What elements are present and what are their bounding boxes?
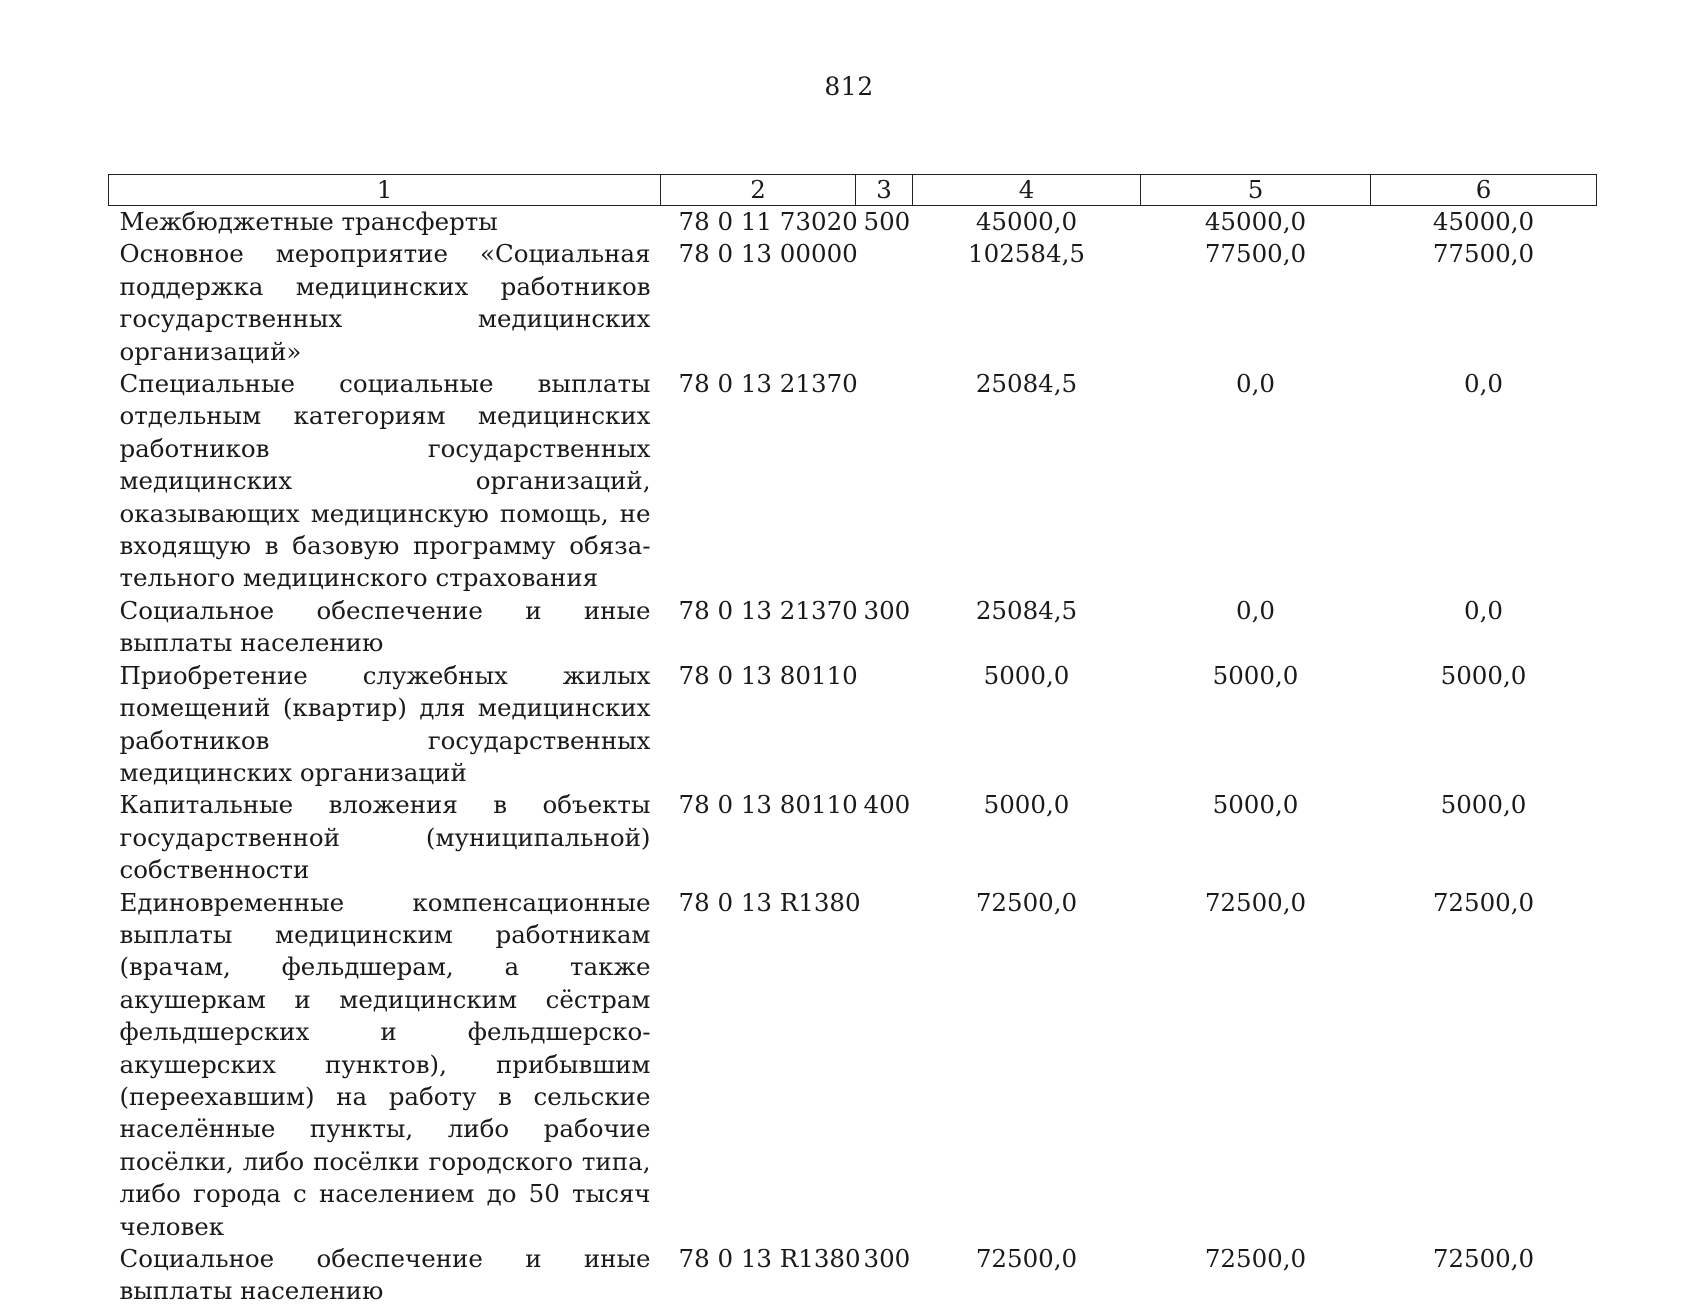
row-target-code: 78 0 13 80110 bbox=[678, 660, 858, 690]
row-value-col6: 0,0 bbox=[1464, 369, 1503, 399]
row-name: Приобретение служебных жилых помещений (квартир) для медицинских работников государственных медицинских организаций bbox=[119, 660, 651, 787]
table-row bbox=[109, 238, 1597, 368]
row-name: Межбюджетные трансферты bbox=[119, 207, 498, 236]
header-col-2: 2 bbox=[661, 175, 856, 206]
row-name: Капитальные вложения в объекты государственной (муниципальной) собственности bbox=[119, 790, 651, 885]
table-header bbox=[109, 175, 1597, 206]
row-target-code: 78 0 13 21370 bbox=[678, 369, 858, 399]
page-number: 812 bbox=[824, 72, 874, 101]
row-expense-type: 400 bbox=[863, 790, 911, 820]
row-value-col5: 5000,0 bbox=[1212, 790, 1299, 820]
row-value-col6: 5000,0 bbox=[1440, 660, 1527, 690]
row-value-col6: 72500,0 bbox=[1432, 887, 1535, 917]
table-row bbox=[109, 660, 1597, 790]
row-value-col4: 72500,0 bbox=[975, 887, 1078, 917]
header-col-6: 6 bbox=[1371, 175, 1597, 206]
row-value-col4: 102584,5 bbox=[968, 239, 1085, 269]
row-value-col4: 45000,0 bbox=[975, 207, 1078, 236]
row-value-col4: 25084,5 bbox=[975, 369, 1078, 399]
table-row bbox=[109, 789, 1597, 886]
header-col-5: 5 bbox=[1141, 175, 1371, 206]
row-expense-type: 300 bbox=[863, 595, 911, 625]
row-name: Основное мероприятие «Социальная поддержка медицинских работников государственных медицинских организаций» bbox=[119, 239, 651, 366]
row-value-col4: 25084,5 bbox=[975, 595, 1078, 625]
row-value-col5: 0,0 bbox=[1236, 595, 1275, 625]
table-row bbox=[109, 887, 1597, 1243]
header-col-1: 1 bbox=[109, 175, 661, 206]
table-row bbox=[109, 1243, 1597, 1308]
row-target-code: 78 0 11 73020 bbox=[678, 207, 858, 236]
row-target-code: 78 0 13 R1380 bbox=[678, 1244, 861, 1273]
row-expense-type bbox=[856, 660, 913, 790]
table-row bbox=[109, 206, 1597, 239]
row-value-col5: 72500,0 bbox=[1204, 1244, 1307, 1273]
row-value-col5: 0,0 bbox=[1236, 369, 1275, 399]
row-name: Социальное обеспечение и иные выплаты населению bbox=[119, 595, 651, 658]
row-expense-type bbox=[856, 368, 913, 595]
row-name: Специальные социальные выплаты отдельным категориям медицинских работников государственных медицинских организаций, оказывающих медицинскую помощь, не входящую в базовую программу обязательного медицинского страхования bbox=[119, 369, 651, 593]
row-target-code: 78 0 13 R1380 bbox=[678, 887, 861, 917]
table-body bbox=[109, 206, 1597, 1308]
row-value-col4: 72500,0 bbox=[975, 1244, 1078, 1273]
row-value-col6: 72500,0 bbox=[1432, 1244, 1535, 1273]
header-col-3: 3 bbox=[856, 175, 913, 206]
row-value-col6: 0,0 bbox=[1464, 595, 1503, 625]
row-expense-type bbox=[856, 238, 913, 368]
header-col-4: 4 bbox=[913, 175, 1141, 206]
row-expense-type: 300 bbox=[863, 1244, 911, 1273]
row-value-col5: 45000,0 bbox=[1204, 207, 1307, 236]
row-value-col5: 72500,0 bbox=[1204, 887, 1307, 917]
row-value-col6: 45000,0 bbox=[1432, 207, 1535, 236]
row-value-col4: 5000,0 bbox=[983, 790, 1070, 820]
table-row bbox=[109, 368, 1597, 595]
row-value-col6: 5000,0 bbox=[1440, 790, 1527, 820]
row-value-col4: 5000,0 bbox=[983, 660, 1070, 690]
row-value-col5: 77500,0 bbox=[1204, 239, 1307, 269]
row-target-code: 78 0 13 21370 bbox=[678, 595, 858, 625]
table-row bbox=[109, 595, 1597, 660]
row-name: Единовременные компенсационные выплаты медицинским работникам (врачам, фельдшерам, а также акушеркам и медицинским сёстрам фельдшерских и фельдшерско-акушерских пунктов), прибывшим (переехавшим) на работу в сельские населённые пункты, либо рабочие посёлки, либо посёлки городского типа, либо города с населением до 50 тысяч человек bbox=[119, 887, 651, 1241]
row-value-col6: 77500,0 bbox=[1432, 239, 1535, 269]
row-name: Социальное обеспечение и иные выплаты населению bbox=[119, 1244, 651, 1306]
row-expense-type bbox=[856, 887, 913, 1243]
row-expense-type: 500 bbox=[863, 207, 911, 236]
row-target-code: 78 0 13 80110 bbox=[678, 790, 858, 820]
row-value-col5: 5000,0 bbox=[1212, 660, 1299, 690]
budget-table bbox=[108, 174, 1597, 1308]
header-row bbox=[109, 175, 1597, 206]
row-target-code: 78 0 13 00000 bbox=[678, 239, 858, 269]
